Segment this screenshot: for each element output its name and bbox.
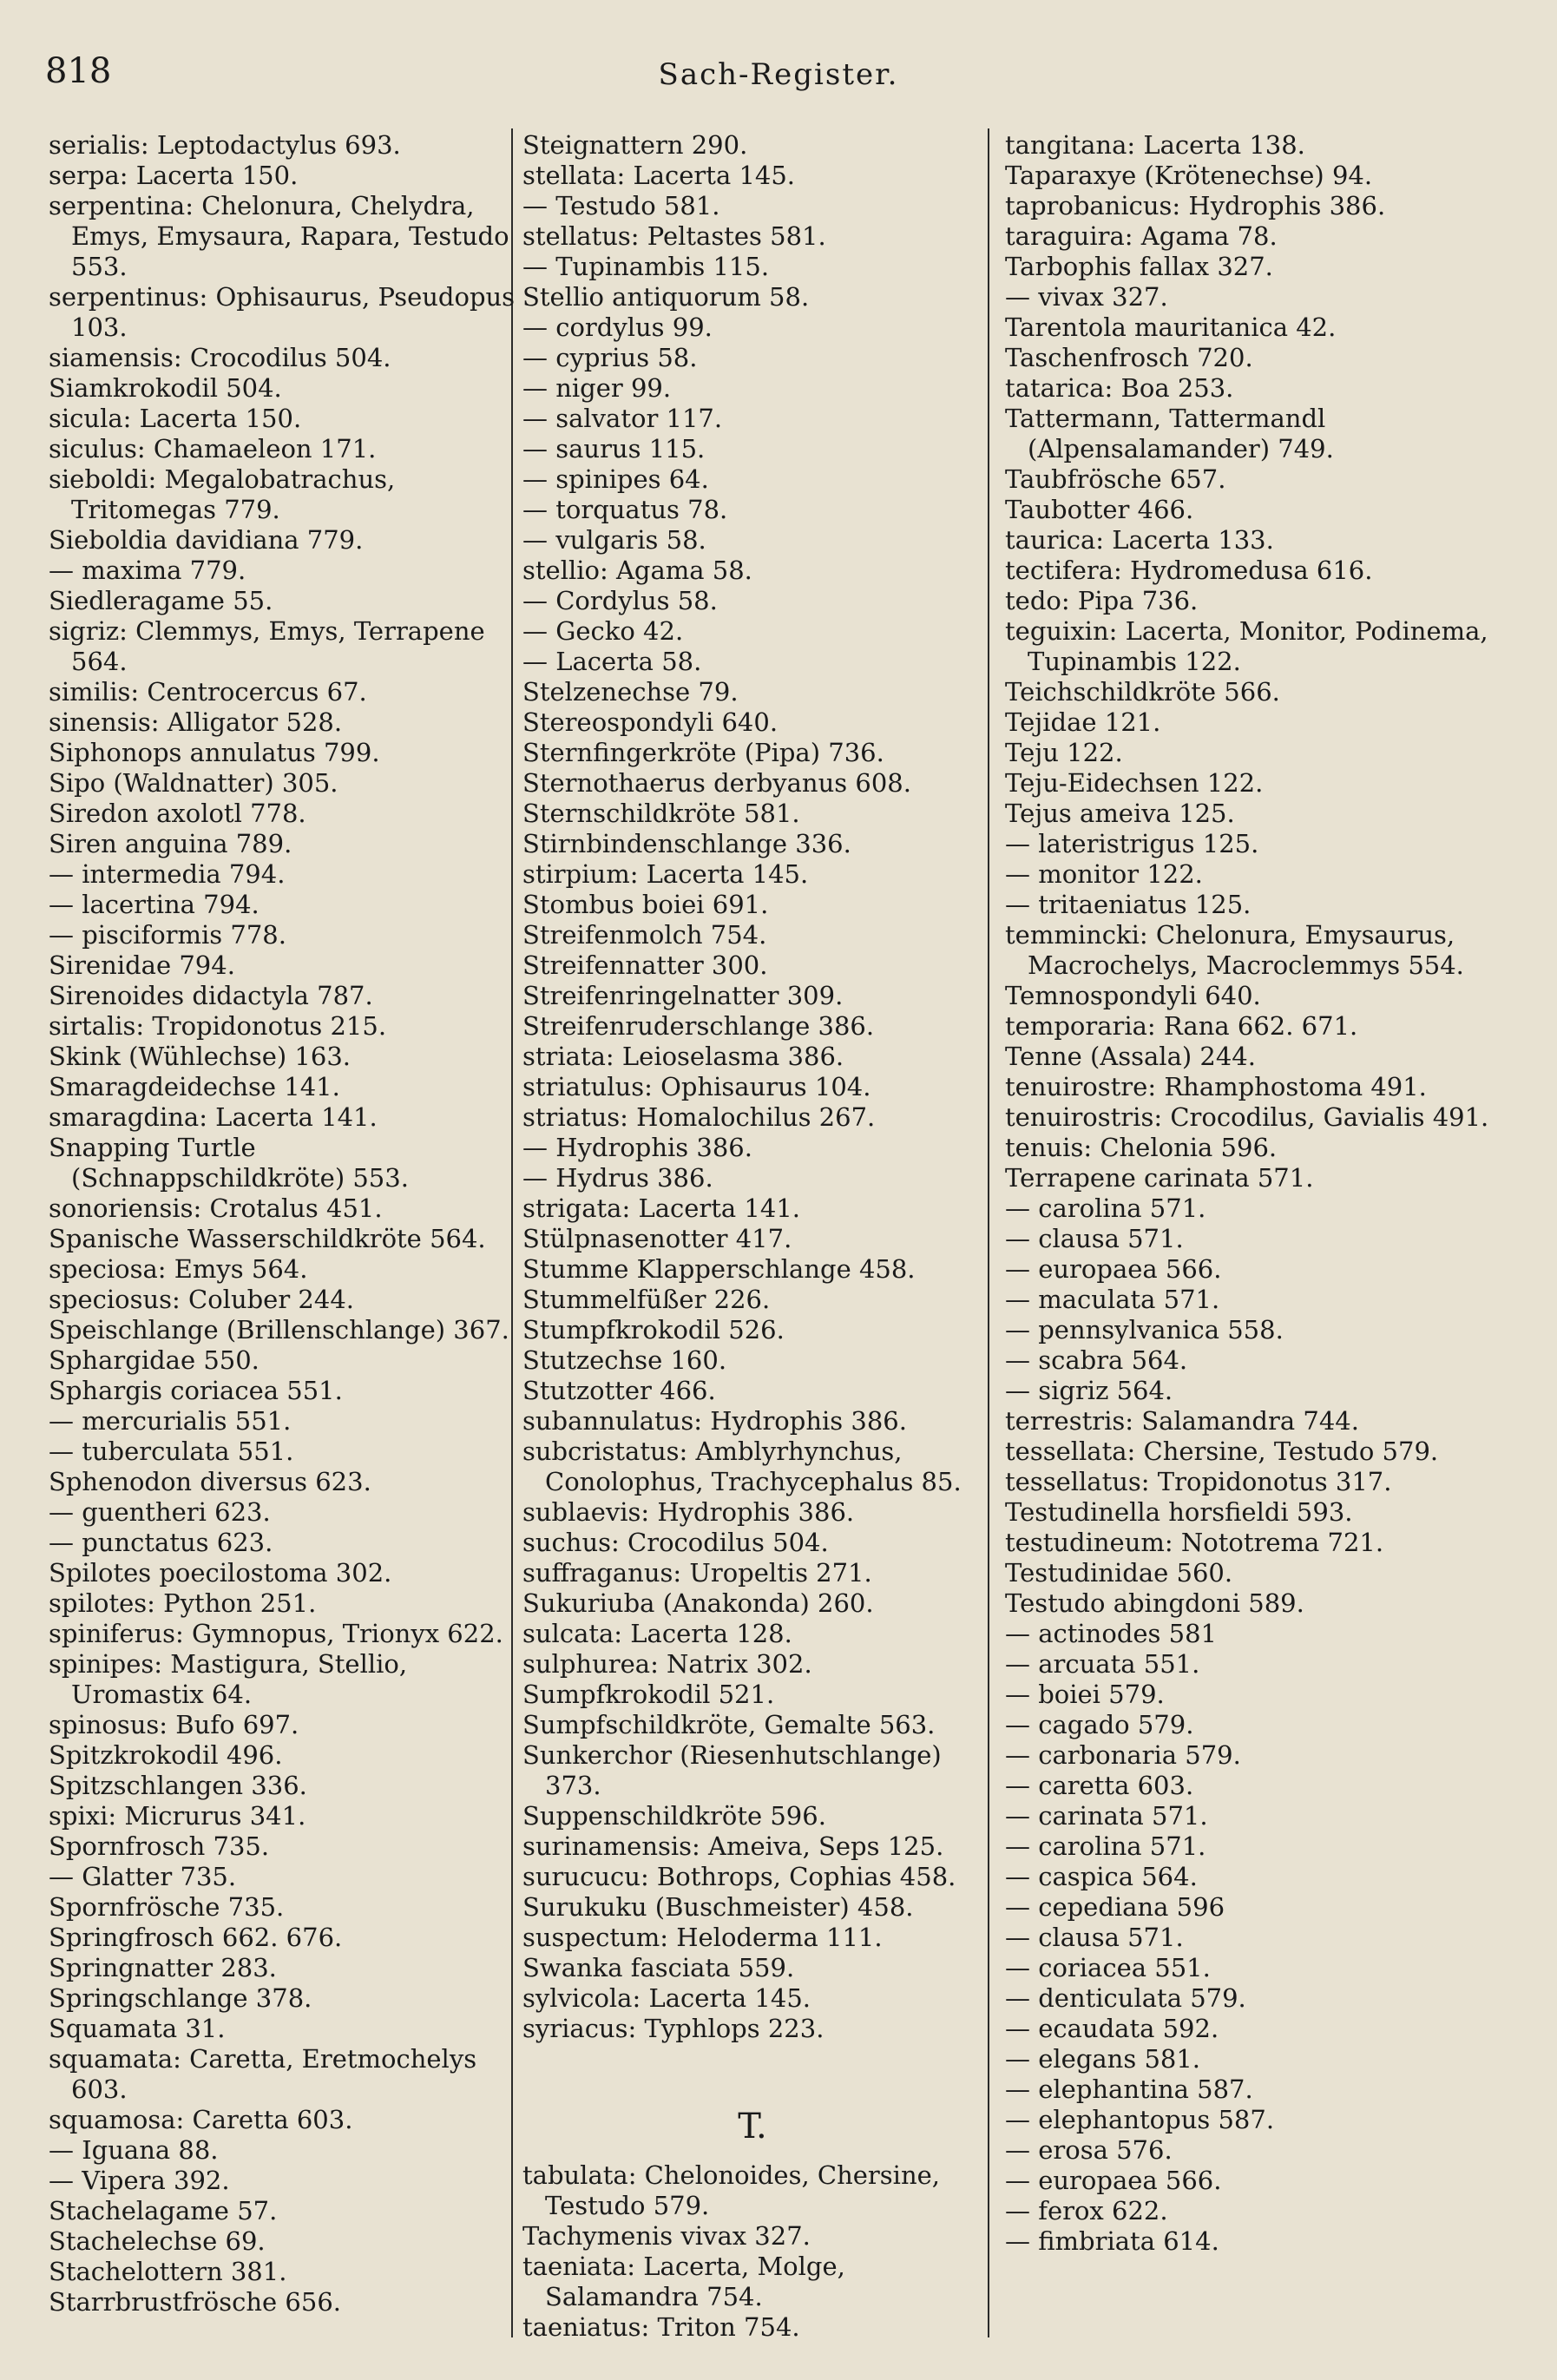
index-entry: suspectum: Heloderma 111. [522,1923,883,1952]
index-entry: — ecaudata 592. [1005,2014,1219,2043]
index-entry: Sukuriuba (Anakonda) 260. [522,1588,874,1618]
index-entry: Steignattern 290. [522,130,748,160]
index-entry: Siamkrokodil 504. [49,373,282,403]
index-entry: Sirenoides didactyla 787. [49,981,373,1010]
index-entry: stellatus: Peltastes 581. [522,221,826,251]
index-entry: Sphargidae 550. [49,1345,260,1375]
index-entry: Stereospondyli 640. [522,707,778,737]
index-entry: Spitzschlangen 336. [49,1771,307,1800]
index-entry: — carinata 571. [1005,1801,1208,1831]
index-entry: — cordylus 99. [522,312,713,342]
index-entry: tenuirostre: Rhamphostoma 491. [1005,1072,1427,1101]
index-entry: — fimbriata 614. [1005,2226,1219,2256]
index-entry: sieboldi: Megalobatrachus, Tritomegas 779. [49,464,396,524]
index-entry: Taschenfrosch 720. [1005,343,1253,372]
index-entry: Testudinidae 560. [1005,1558,1233,1588]
index-entry: — coriacea 551. [1005,1953,1211,1982]
index-entry: — maxima 779. [49,556,246,585]
index-entry: terrestris: Salamandra 744. [1005,1406,1359,1436]
index-entry: Springfrosch 662. 676. [49,1923,343,1952]
index-entry: — niger 99. [522,373,672,403]
index-entry: — caretta 603. [1005,1771,1194,1800]
index-entry: Spilotes poecilostoma 302. [49,1558,392,1588]
index-entry: squamata: Caretta, Eretmochelys 603. [49,2044,477,2104]
index-entry: Tejidae 121. [1005,707,1161,737]
index-entry: Suppenschildkröte 596. [522,1801,826,1831]
index-entry: — europaea 566. [1005,1254,1222,1284]
index-entry: — punctatus 623. [49,1528,273,1557]
index-entry: — cagado 579. [1005,1710,1194,1739]
index-entry: temmincki: Chelonura, Emysaurus, Macrochelys, Macroclemmys 554. [1005,920,1464,980]
index-entry: — Iguana 88. [49,2135,219,2165]
index-entry: — tuberculata 551. [49,1437,294,1466]
index-entry: Spornfrösche 735. [49,1892,285,1922]
index-entry: Tarentola mauritanica 42. [1005,312,1337,342]
index-entry: Testudo abingdoni 589. [1005,1588,1304,1618]
index-entry: Sternothaerus derbyanus 608. [522,768,911,798]
index-entry: tedo: Pipa 736. [1005,586,1199,615]
index-entry: Streifennatter 300. [522,950,768,980]
index-entry: Teju 122. [1005,738,1123,767]
index-entry: — salvator 117. [522,404,723,433]
index-column-2 [522,130,982,2343]
index-entry: stellata: Lacerta 145. [522,161,796,190]
index-entry: Streifenmolch 754. [522,920,767,950]
index-entry: sicula: Lacerta 150. [49,404,302,433]
index-entry: — sigriz 564. [1005,1376,1173,1405]
index-entry: — clausa 571. [1005,1923,1184,1952]
index-entry: tessellatus: Tropidonotus 317. [1005,1467,1392,1496]
index-entry: — vulgaris 58. [522,525,706,555]
index-entry: tatarica: Boa 253. [1005,373,1234,403]
index-entry: — cepediana 596 [1005,1892,1225,1922]
index-entry: Sumpfschildkröte, Gemalte 563. [522,1710,936,1739]
index-entry: — vivax 327. [1005,282,1168,312]
index-entry: Sunkerchor (Riesenhutschlange) 373. [522,1740,942,1800]
section-letter-heading: T. [738,2107,767,2147]
index-entry: — Hydrophis 386. [522,1133,752,1162]
index-entry: — elegans 581. [1005,2044,1201,2074]
index-entry: striatulus: Ophisaurus 104. [522,1072,871,1101]
index-entry: — Gecko 42. [522,616,684,646]
index-entry: taprobanicus: Hydrophis 386. [1005,191,1386,220]
index-entry: Sirenidae 794. [49,950,235,980]
index-entry: surinamensis: Ameiva, Seps 125. [522,1831,944,1861]
index-entry: taurica: Lacerta 133. [1005,525,1274,555]
index-entry: sigriz: Clemmys, Emys, Terrapene 564. [49,616,485,676]
index-entry: Sumpfkrokodil 521. [522,1680,775,1709]
index-entry: tangitana: Lacerta 138. [1005,130,1305,160]
index-entry: speciosus: Coluber 244. [49,1285,354,1314]
index-entry: Sphenodon diversus 623. [49,1467,371,1496]
index-entry: — europaea 566. [1005,2166,1222,2195]
column-rule [988,128,989,2337]
index-entry: — ferox 622. [1005,2196,1168,2225]
index-entry: — carbonaria 579. [1005,1740,1241,1770]
index-entry: syriacus: Typhlops 223. [522,2014,824,2043]
index-entry: taeniata: Lacerta, Molge, Salamandra 754. [522,2252,845,2311]
index-entry: tessellata: Chersine, Testudo 579. [1005,1437,1439,1466]
index-entry: taeniatus: Triton 754. [522,2312,800,2342]
index-column-1 [49,130,517,2318]
index-entry: Stülpnasenotter 417. [522,1224,792,1253]
index-entry: similis: Centrocercus 67. [49,677,367,707]
index-entry: — mercurialis 551. [49,1406,292,1436]
index-entry: stirpium: Lacerta 145. [522,859,809,889]
index-entry: sulcata: Lacerta 128. [522,1619,792,1648]
index-entry: spinosus: Bufo 697. [49,1710,299,1739]
index-entry: squamosa: Caretta 603. [49,2105,353,2134]
index-entry: — arcuata 551. [1005,1649,1200,1679]
index-entry: — caspica 564. [1005,1862,1198,1891]
index-entry: — Lacerta 58. [522,647,702,676]
index-entry: surucucu: Bothrops, Cophias 458. [522,1862,956,1891]
index-entry: Springschlange 378. [49,1983,312,2013]
index-entry: siamensis: Crocodilus 504. [49,343,391,372]
index-entry: — Tupinambis 115. [522,252,770,281]
index-entry: — monitor 122. [1005,859,1203,889]
index-entry: Taubfrösche 657. [1005,464,1226,494]
index-entry: — boiei 579. [1005,1680,1165,1709]
index-entry: spinipes: Mastigura, Stellio, Uromastix 64. [49,1649,408,1709]
index-entry: — lateristrigus 125. [1005,829,1259,858]
index-entry: Swanka fasciata 559. [522,1953,795,1982]
index-entry: spixi: Micrurus 341. [49,1801,306,1831]
index-entry: — cyprius 58. [522,343,698,372]
index-entry: smaragdina: Lacerta 141. [49,1102,378,1132]
index-entry: sulphurea: Natrix 302. [522,1649,812,1679]
index-entry: Teichschildkröte 566. [1005,677,1280,707]
index-entry: Smaragdeidechse 141. [49,1072,340,1101]
index-entry: sonoriensis: Crotalus 451. [49,1193,383,1223]
index-entry: Stirnbindenschlange 336. [522,829,851,858]
index-entry: Skink (Wühlechse) 163. [49,1042,351,1071]
index-entry: Tattermann, Tattermandl (Alpensalamander) 749. [1005,404,1334,464]
index-entry: sirtalis: Tropidonotus 215. [49,1011,387,1041]
index-entry: Spanische Wasserschildkröte 564. [49,1224,486,1253]
index-entry: Sternschildkröte 581. [522,799,800,828]
index-entry: sylvicola: Lacerta 145. [522,1983,811,2013]
running-head: Sach-Register. [658,57,899,92]
index-entry: — carolina 571. [1005,1831,1206,1861]
index-entry: — Glatter 735. [49,1862,237,1891]
index-entry: Tachymenis vivax 327. [522,2221,811,2251]
index-entry: serpentinus: Ophisaurus, Pseudopus 103. [49,282,516,342]
index-entry: subannulatus: Hydrophis 386. [522,1406,907,1436]
index-entry: Taparaxye (Krötenechse) 94. [1005,161,1373,190]
index-entry: — carolina 571. [1005,1193,1206,1223]
index-entry: teguixin: Lacerta, Monitor, Podinema, Tupinambis 122. [1005,616,1488,676]
index-entry: — clausa 571. [1005,1224,1184,1253]
index-entry: — elephantopus 587. [1005,2105,1275,2134]
index-entry: tenuirostris: Crocodilus, Gavialis 491. [1005,1102,1489,1132]
section-gap [522,2044,982,2105]
index-entry: Stummelfüßer 226. [522,1285,771,1314]
index-entry: — elephantina 587. [1005,2074,1253,2104]
index-entry: — maculata 571. [1005,1285,1220,1314]
index-entry: Spornfrosch 735. [49,1831,270,1861]
index-entry: serpa: Lacerta 150. [49,161,299,190]
index-entry: taraguira: Agama 78. [1005,221,1278,251]
index-entry: Sphargis coriacea 551. [49,1376,343,1405]
index-entry: Siren anguina 789. [49,829,292,858]
index-entry: — Cordylus 58. [522,586,718,615]
index-entry: stellio: Agama 58. [522,556,752,585]
index-entry: serpentina: Chelonura, Chelydra, Emys, Emysaura, Rapara, Testudo 553. [49,191,509,281]
index-entry: — tritaeniatus 125. [1005,890,1252,919]
index-entry: Stellio antiquorum 58. [522,282,810,312]
index-entry: — intermedia 794. [49,859,286,889]
index-entry: striatus: Homalochilus 267. [522,1102,876,1132]
index-entry: Stutzotter 466. [522,1376,716,1405]
index-entry: — Testudo 581. [522,191,720,220]
index-entry: Stumpfkrokodil 526. [522,1315,785,1345]
index-entry: subcristatus: Amblyrhynchus, Conolophus, Trachycephalus 85. [522,1437,962,1496]
index-entry: spilotes: Python 251. [49,1588,317,1618]
index-entry: sinensis: Alligator 528. [49,707,343,737]
index-entry: Stumme Klapperschlange 458. [522,1254,916,1284]
index-entry: — pisciformis 778. [49,920,286,950]
index-entry: suchus: Crocodilus 504. [522,1528,829,1557]
index-entry: Stachelottern 381. [49,2257,287,2286]
index-entry: Stachelechse 69. [49,2226,266,2256]
index-entry: spiniferus: Gymnopus, Trionyx 622. [49,1619,503,1648]
index-entry: testudineum: Nototrema 721. [1005,1528,1384,1557]
index-entry: Stombus boiei 691. [522,890,769,919]
index-entry: Stelzenechse 79. [522,677,739,707]
index-entry: speciosa: Emys 564. [49,1254,308,1284]
index-entry: siculus: Chamaeleon 171. [49,434,377,464]
index-entry: Siredon axolotl 778. [49,799,306,828]
index-entry: Springnatter 283. [49,1953,277,1982]
index-entry: Spitzkrokodil 496. [49,1740,283,1770]
index-entry: tectifera: Hydromedusa 616. [1005,556,1373,585]
index-entry: strigata: Lacerta 141. [522,1193,801,1223]
index-entry: Testudinella horsfieldi 593. [1005,1497,1353,1527]
index-entry: Squamata 31. [49,2014,226,2043]
index-entry: temporaria: Rana 662. 671. [1005,1011,1358,1041]
index-entry: tenuis: Chelonia 596. [1005,1133,1278,1162]
index-entry: — guentheri 623. [49,1497,271,1527]
index-entry: Tarbophis fallax 327. [1005,252,1273,281]
index-entry: Sternfingerkröte (Pipa) 736. [522,738,884,767]
index-entry: Tenne (Assala) 244. [1005,1042,1256,1071]
index-entry: Speischlange (Brillenschlange) 367. [49,1315,509,1345]
index-entry: — torquatus 78. [522,495,728,524]
index-entry: Sipo (Waldnatter) 305. [49,768,338,798]
index-entry: — denticulata 579. [1005,1983,1246,2013]
index-entry: — erosa 576. [1005,2135,1173,2165]
index-entry: Teju-Eidechsen 122. [1005,768,1264,798]
index-entry: Streifenringelnatter 309. [522,981,844,1010]
index-entry: striata: Leioselasma 386. [522,1042,844,1071]
index-entry: Stutzechse 160. [522,1345,727,1375]
index-entry: Snapping Turtle (Schnappschildkröte) 553. [49,1133,409,1193]
index-entry: Surukuku (Buschmeister) 458. [522,1892,914,1922]
index-column-3 [1005,130,1491,2257]
index-entry: suffraganus: Uropeltis 271. [522,1558,872,1588]
index-entry: tabulata: Chelonoides, Chersine, Testudo 579. [522,2160,941,2220]
index-entry: — pennsylvanica 558. [1005,1315,1284,1345]
index-entry: serialis: Leptodactylus 693. [49,130,401,160]
index-entry: Siphonops annulatus 799. [49,738,380,767]
index-entry: Tejus ameiva 125. [1005,799,1235,828]
index-entry: Temnospondyli 640. [1005,981,1261,1010]
index-entry: Sieboldia davidiana 779. [49,525,364,555]
index-entry: — Hydrus 386. [522,1163,713,1193]
index-entry: Taubotter 466. [1005,495,1194,524]
index-entry: Starrbrustfrösche 656. [49,2287,341,2317]
index-entry: — actinodes 581 [1005,1619,1217,1648]
index-entry: Siedleragame 55. [49,586,273,615]
index-entry: Stachelagame 57. [49,2196,278,2225]
index-entry: — Vipera 392. [49,2166,230,2195]
index-entry: — scabra 564. [1005,1345,1188,1375]
index-entry: sublaevis: Hydrophis 386. [522,1497,855,1527]
index-entry: — lacertina 794. [49,890,260,919]
page-number: 818 [45,51,112,91]
index-entry: Terrapene carinata 571. [1005,1163,1314,1193]
index-entry: Streifenruderschlange 386. [522,1011,875,1041]
index-entry: — spinipes 64. [522,464,709,494]
index-entry: — saurus 115. [522,434,706,464]
